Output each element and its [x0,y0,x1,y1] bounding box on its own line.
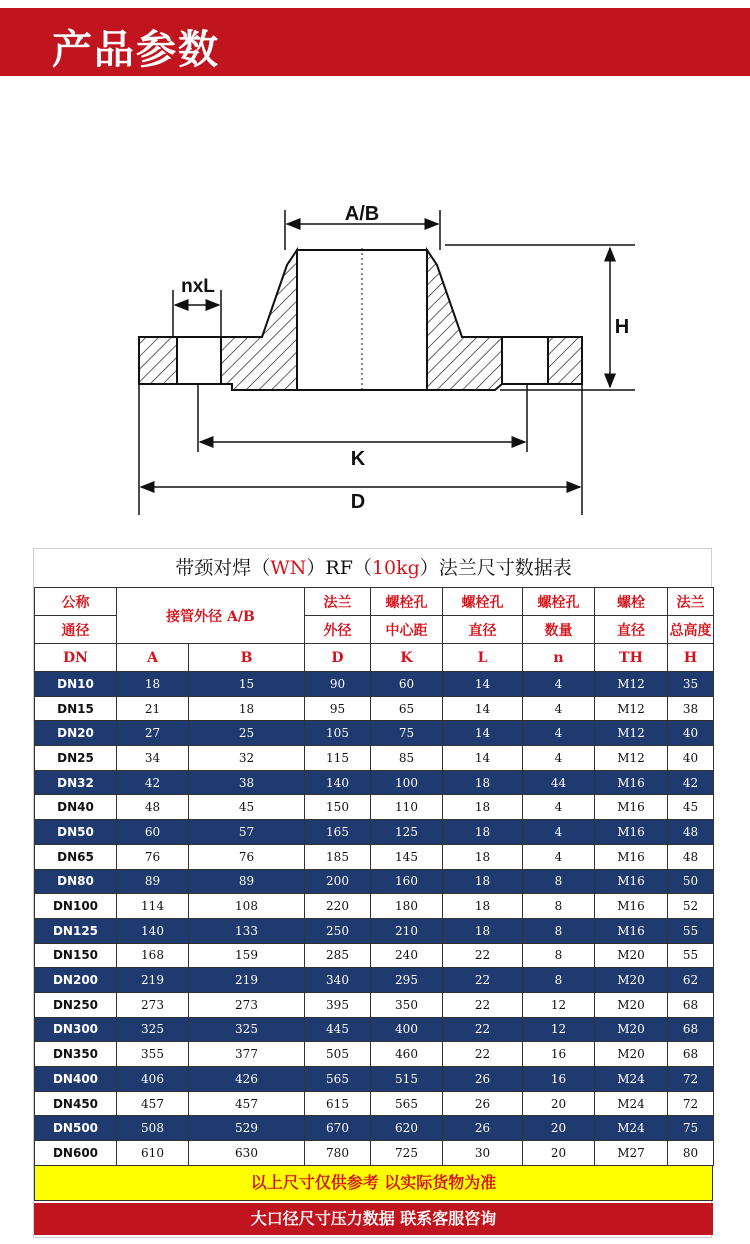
row-dn-cell: DN10 [35,672,117,697]
row-value-cell: 26 [443,1067,523,1092]
row-value-cell: M12 [595,696,668,721]
row-value-cell: 89 [189,869,305,894]
row-value-cell: 22 [443,992,523,1017]
row-value-cell: 55 [668,943,714,968]
row-value-cell: 18 [443,918,523,943]
dimension-k [198,384,527,470]
row-value-cell: 85 [371,746,443,771]
header-k-line1: 螺栓孔 [385,594,428,611]
header-ab: 接管外径 A/B [117,588,305,644]
row-value-cell: 140 [305,770,371,795]
dimension-nxl [173,276,221,337]
row-value-cell: 48 [117,795,189,820]
row-value-cell: 50 [668,869,714,894]
row-dn-cell: DN80 [35,869,117,894]
row-value-cell: 285 [305,943,371,968]
row-value-cell: 55 [668,918,714,943]
row-value-cell: 38 [189,770,305,795]
row-value-cell: 565 [371,1091,443,1116]
symbol-cell: K [371,644,443,672]
row-value-cell: 780 [305,1141,371,1166]
row-value-cell: 62 [668,968,714,993]
row-value-cell: 350 [371,992,443,1017]
row-value-cell: 45 [668,795,714,820]
row-value-cell: 12 [523,992,595,1017]
row-value-cell: 219 [189,968,305,993]
row-value-cell: 185 [305,844,371,869]
spec-table-panel [33,548,712,1238]
row-value-cell: M20 [595,943,668,968]
row-value-cell: 115 [305,746,371,771]
row-value-cell: 8 [523,918,595,943]
row-dn-cell: DN65 [35,844,117,869]
row-value-cell: M12 [595,672,668,697]
row-dn-cell: DN15 [35,696,117,721]
symbol-cell: D [305,644,371,672]
row-value-cell: 168 [117,943,189,968]
row-value-cell: 18 [443,869,523,894]
row-value-cell: 14 [443,721,523,746]
row-dn-cell: DN100 [35,894,117,919]
row-value-cell: 273 [189,992,305,1017]
row-value-cell: 4 [523,721,595,746]
symbol-cell: TH [595,644,668,672]
row-value-cell: 210 [371,918,443,943]
row-dn-cell: DN40 [35,795,117,820]
flange-section-right [427,250,582,390]
header-n-line1: 螺栓孔 [537,594,580,611]
row-value-cell: 8 [523,968,595,993]
row-value-cell: 18 [443,770,523,795]
dimension-d-label: D [350,491,366,513]
row-value-cell: 8 [523,869,595,894]
row-value-cell: 445 [305,1017,371,1042]
table-row [35,918,714,943]
row-value-cell: 34 [117,746,189,771]
row-value-cell: 48 [668,820,714,845]
row-value-cell: 105 [305,721,371,746]
page-banner [0,8,750,76]
header-h-2: 总高度 [668,616,714,644]
header-l-2: 直径 [443,616,523,644]
row-value-cell: 670 [305,1116,371,1141]
row-value-cell: 12 [523,1017,595,1042]
table-row [35,992,714,1017]
row-value-cell: 110 [371,795,443,820]
table-title-mid: ）RF（ [306,557,372,579]
row-value-cell: 108 [189,894,305,919]
row-value-cell: M24 [595,1067,668,1092]
header-th-line1: 螺栓 [617,594,645,611]
header-h [668,588,714,616]
row-value-cell: 26 [443,1091,523,1116]
table-row [35,1067,714,1092]
row-value-cell: 165 [305,820,371,845]
table-title-wn: WN [270,557,307,579]
row-dn-cell: DN20 [35,721,117,746]
table-row [35,844,714,869]
row-value-cell: 35 [668,672,714,697]
row-value-cell: 89 [117,869,189,894]
flange-section-left [139,250,297,390]
row-value-cell: 30 [443,1141,523,1166]
row-value-cell: 48 [668,844,714,869]
table-row [35,746,714,771]
row-value-cell: 18 [189,696,305,721]
row-dn-cell: DN25 [35,746,117,771]
contact-note: 大口径尺寸压力数据 联系客服咨询 [34,1203,713,1235]
row-value-cell: 4 [523,696,595,721]
row-value-cell: 25 [189,721,305,746]
table-row [35,672,714,697]
row-value-cell: 57 [189,820,305,845]
table-header-row-1 [35,588,714,616]
row-value-cell: 38 [668,696,714,721]
row-value-cell: M16 [595,918,668,943]
row-value-cell: 60 [371,672,443,697]
row-value-cell: 20 [523,1091,595,1116]
row-value-cell: 457 [189,1091,305,1116]
row-value-cell: 325 [117,1017,189,1042]
header-dn [35,588,117,616]
row-value-cell: 26 [443,1116,523,1141]
row-value-cell: 68 [668,1042,714,1067]
table-row [35,869,714,894]
row-dn-cell: DN32 [35,770,117,795]
row-dn-cell: DN500 [35,1116,117,1141]
row-value-cell: M12 [595,746,668,771]
dimension-h-label: H [614,316,630,338]
row-value-cell: 4 [523,672,595,697]
row-value-cell: 406 [117,1067,189,1092]
row-value-cell: 159 [189,943,305,968]
row-value-cell: M24 [595,1116,668,1141]
row-value-cell: 27 [117,721,189,746]
row-dn-cell: DN350 [35,1042,117,1067]
row-value-cell: 22 [443,1042,523,1067]
row-value-cell: 20 [523,1141,595,1166]
row-value-cell: 273 [117,992,189,1017]
header-d [305,588,371,616]
row-value-cell: M12 [595,721,668,746]
header-k [371,588,443,616]
symbol-cell: H [668,644,714,672]
header-d-2: 外径 [305,616,371,644]
row-value-cell: 529 [189,1116,305,1141]
header-l [443,588,523,616]
row-value-cell: 100 [371,770,443,795]
row-dn-cell: DN300 [35,1017,117,1042]
row-value-cell: 515 [371,1067,443,1092]
header-l-line1: 螺栓孔 [461,594,504,611]
row-value-cell: M16 [595,869,668,894]
row-value-cell: 295 [371,968,443,993]
table-row [35,1116,714,1141]
symbol-cell: L [443,644,523,672]
dimension-ab [285,203,440,250]
row-value-cell: 18 [443,894,523,919]
row-value-cell: 16 [523,1067,595,1092]
row-value-cell: 133 [189,918,305,943]
row-value-cell: 18 [443,795,523,820]
table-row [35,770,714,795]
row-value-cell: 75 [371,721,443,746]
table-row [35,943,714,968]
table-row [35,894,714,919]
row-value-cell: 4 [523,795,595,820]
row-value-cell: 140 [117,918,189,943]
row-value-cell: 32 [189,746,305,771]
row-value-cell: 76 [117,844,189,869]
row-value-cell: 75 [668,1116,714,1141]
row-value-cell: M20 [595,1017,668,1042]
symbol-cell: n [523,644,595,672]
row-value-cell: 145 [371,844,443,869]
row-value-cell: 44 [523,770,595,795]
row-value-cell: M16 [595,820,668,845]
table-title-kg: 10kg [371,557,420,579]
row-value-cell: 508 [117,1116,189,1141]
row-dn-cell: DN450 [35,1091,117,1116]
table-title [34,549,713,587]
header-th-2: 直径 [595,616,668,644]
table-row [35,795,714,820]
row-value-cell: 52 [668,894,714,919]
header-h-line1: 法兰 [676,594,705,611]
row-value-cell: 4 [523,844,595,869]
row-value-cell: 125 [371,820,443,845]
row-value-cell: 250 [305,918,371,943]
row-value-cell: 219 [117,968,189,993]
row-value-cell: 22 [443,1017,523,1042]
row-dn-cell: DN400 [35,1067,117,1092]
row-dn-cell: DN200 [35,968,117,993]
row-value-cell: 8 [523,943,595,968]
row-value-cell: 114 [117,894,189,919]
row-value-cell: M16 [595,844,668,869]
row-value-cell: 22 [443,968,523,993]
row-value-cell: M16 [595,795,668,820]
symbol-cell: B [189,644,305,672]
row-value-cell: 18 [443,820,523,845]
row-value-cell: 340 [305,968,371,993]
row-value-cell: 60 [117,820,189,845]
row-value-cell: M27 [595,1141,668,1166]
row-value-cell: 40 [668,746,714,771]
dimension-ab-label: A/B [344,203,380,225]
row-value-cell: 95 [305,696,371,721]
row-value-cell: 160 [371,869,443,894]
row-value-cell: 565 [305,1067,371,1092]
row-value-cell: 42 [668,770,714,795]
header-dn-2: 通径 [35,616,117,644]
row-dn-cell: DN600 [35,1141,117,1166]
row-value-cell: 16 [523,1042,595,1067]
row-value-cell: 220 [305,894,371,919]
row-value-cell: 14 [443,696,523,721]
table-row [35,1017,714,1042]
row-value-cell: 72 [668,1091,714,1116]
row-value-cell: 400 [371,1017,443,1042]
header-dn-line1: 公称 [61,594,90,611]
disclaimer-note: 以上尺寸仅供参考 以实际货物为准 [34,1165,713,1201]
row-value-cell: 42 [117,770,189,795]
dimension-k-label: K [350,448,366,470]
row-value-cell: 68 [668,992,714,1017]
row-value-cell: 325 [189,1017,305,1042]
table-row [35,696,714,721]
header-th [595,588,668,616]
row-value-cell: M20 [595,1042,668,1067]
header-k-2: 中心距 [371,616,443,644]
row-value-cell: 22 [443,943,523,968]
row-value-cell: 610 [117,1141,189,1166]
row-value-cell: 18 [117,672,189,697]
row-value-cell: 180 [371,894,443,919]
row-value-cell: 150 [305,795,371,820]
row-dn-cell: DN150 [35,943,117,968]
row-value-cell: 15 [189,672,305,697]
row-value-cell: 21 [117,696,189,721]
table-title-suffix: ）法兰尺寸数据表 [419,557,572,579]
row-value-cell: 4 [523,746,595,771]
row-value-cell: 72 [668,1067,714,1092]
row-value-cell: 14 [443,672,523,697]
dimension-nxl-label: nxL [181,276,215,297]
row-value-cell: 80 [668,1141,714,1166]
header-d-line1: 法兰 [323,594,352,611]
row-dn-cell: DN250 [35,992,117,1017]
row-value-cell: 8 [523,894,595,919]
table-row [35,968,714,993]
table-row [35,721,714,746]
row-dn-cell: DN50 [35,820,117,845]
row-value-cell: 395 [305,992,371,1017]
row-value-cell: 426 [189,1067,305,1092]
row-value-cell: 200 [305,869,371,894]
row-value-cell: 4 [523,820,595,845]
table-row [35,1091,714,1116]
row-value-cell: M24 [595,1091,668,1116]
row-value-cell: 65 [371,696,443,721]
table-row [35,820,714,845]
row-value-cell: 355 [117,1042,189,1067]
flange-diagram [0,190,750,530]
row-value-cell: 460 [371,1042,443,1067]
row-dn-cell: DN125 [35,918,117,943]
row-value-cell: 90 [305,672,371,697]
row-value-cell: M20 [595,968,668,993]
row-value-cell: 20 [523,1116,595,1141]
row-value-cell: 725 [371,1141,443,1166]
table-row [35,1141,714,1166]
row-value-cell: 630 [189,1141,305,1166]
header-n [523,588,595,616]
row-value-cell: 240 [371,943,443,968]
row-value-cell: 45 [189,795,305,820]
page-title: 产品参数 [52,27,220,73]
symbol-cell: A [117,644,189,672]
row-value-cell: 14 [443,746,523,771]
row-value-cell: M20 [595,992,668,1017]
row-value-cell: 620 [371,1116,443,1141]
row-value-cell: 68 [668,1017,714,1042]
row-value-cell: 457 [117,1091,189,1116]
row-value-cell: M16 [595,894,668,919]
table-title-prefix: 带颈对焊（ [175,557,271,579]
spec-table [34,587,714,1166]
row-value-cell: M16 [595,770,668,795]
row-value-cell: 377 [189,1042,305,1067]
row-value-cell: 76 [189,844,305,869]
row-value-cell: 18 [443,844,523,869]
row-value-cell: 505 [305,1042,371,1067]
row-value-cell: 40 [668,721,714,746]
row-value-cell: 615 [305,1091,371,1116]
table-row [35,1042,714,1067]
table-symbol-row [35,644,714,672]
symbol-cell: DN [35,644,117,672]
header-n-2: 数量 [523,616,595,644]
